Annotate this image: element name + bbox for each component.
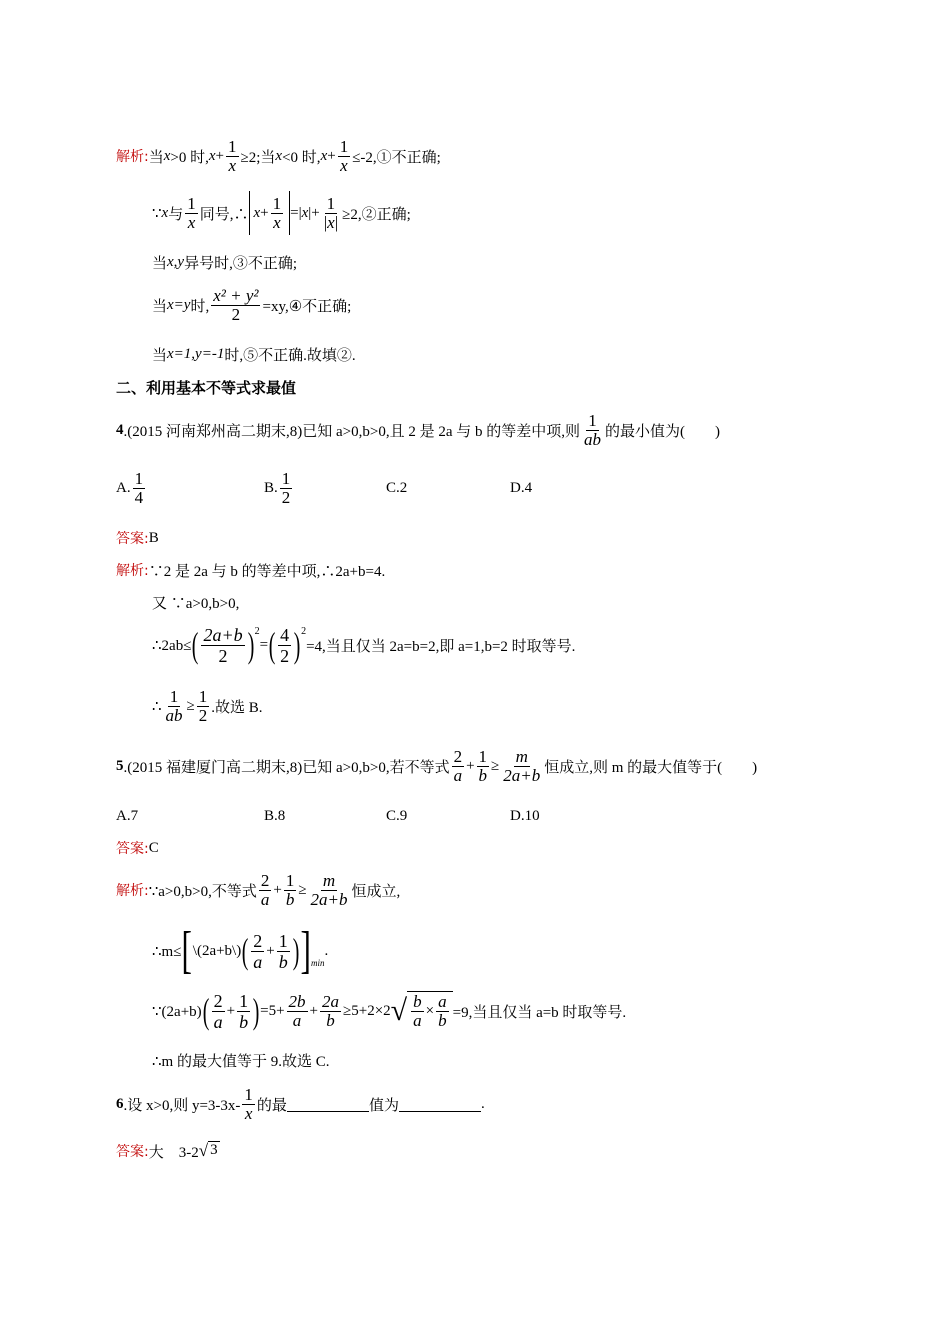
fraction-one-over-x-2: $\frac{1}{x}$ bbox=[339, 136, 349, 175]
q5-option-a: A.7 bbox=[116, 807, 139, 824]
q4-solution-4: ∴ $\frac{1}{ab}$ ≥ $\frac{1}{2}$ .故选 B. bbox=[152, 686, 263, 725]
q4-option-b: B. $\frac{1}{2}$ bbox=[264, 468, 291, 507]
answer-blank-2[interactable] bbox=[399, 1097, 481, 1112]
answer-blank-1[interactable] bbox=[287, 1097, 369, 1112]
q4-solution-2: 又 ∵a>0,b>0, bbox=[152, 595, 240, 612]
q5-solution-1: 解析: ∵a>0,b>0,不等式 $\frac{2}{a}$ + $\frac{1}{b}$ ≥ $\frac{m}{2a+b}$ 恒成立, bbox=[116, 870, 401, 909]
q4-solution-3: ∴2ab≤ ( $\frac{2a+b}{2}$ ) 2 = ( $\frac{4}{2}$ ) 2 =4,当且仅当 2a=b=2,即 a=1,b=2 时取等号. bbox=[152, 624, 576, 666]
solution-label: 解析: bbox=[116, 149, 149, 165]
fraction-one-over-abs-x: $\frac{1}{|x|}$ bbox=[323, 193, 339, 232]
question-4: 4 .(2015 河南郑州高二期末,8)已知 a>0,b>0,且 2 是 2a 与 b 的等差中项,则 $\frac{1}{ab}$ 的最小值为( ) bbox=[116, 410, 720, 449]
q5-solution-2: ∴m≤ [ \(2a+b\) ( $\frac{2}{a}$ + $\frac{1}{b}$ ) ] min . bbox=[152, 922, 329, 979]
absolute-value-expression: x + $\frac{1}{x}$ bbox=[249, 191, 291, 235]
solution-line-5: 当 x=1,y=-1 时,⑤不正确.故填②. bbox=[152, 345, 356, 364]
q4-option-a: A. $\frac{1}{4}$ bbox=[116, 468, 144, 507]
fraction-one-over-x-3: $\frac{1}{x}$ bbox=[187, 193, 196, 232]
q4-solution-1: 解析: ∵2 是 2a 与 b 的等差中项,∴2a+b=4. bbox=[116, 563, 386, 580]
section-heading: 二、利用基本不等式求最值 bbox=[116, 378, 297, 397]
fraction-one-over-ab: $\frac{1}{ab}$ bbox=[583, 410, 601, 449]
fraction-x2-plus-y2-over-2: $\frac{\text{x² + y²}}{2}$ bbox=[213, 285, 259, 324]
solution-line-3: 当 x,y 异号时,③不正确; bbox=[152, 253, 298, 272]
q6-answer: 答案: 大 3-2 √ 3 bbox=[116, 1141, 218, 1161]
solution-line-2: ∵ x 与 $\frac{1}{x}$ 同号,∴ x + $\frac{1}{x}$ =| x |+ $\frac{1}{|x|}$ ≥2,②正确; bbox=[152, 190, 411, 236]
fraction-one-over-x: $\frac{1}{x}$ bbox=[228, 136, 237, 175]
q4-option-d: D.4 bbox=[510, 479, 533, 496]
q4-option-c: C.2 bbox=[386, 479, 408, 496]
solution-line-1: 解析: 当 x >0 时, x + $\frac{1}{x}$ ≥2;当 x <0 时, x + $\frac{1}{x}$ ≤-2,①不正确; bbox=[116, 136, 441, 175]
q5-answer: 答案: C bbox=[116, 839, 159, 857]
question-6: 6 .设 x>0,则 y=3-3x- $\frac{1}{x}$ 的最 值为 . bbox=[116, 1084, 485, 1123]
q4-answer: 答案: B bbox=[116, 529, 159, 547]
q5-option-b: B.8 bbox=[264, 807, 286, 824]
solution-line-4: 当 x=y 时, $\frac{\text{x² + y²}}{2}$ =xy,④不正确; bbox=[152, 285, 352, 324]
square-root: √ $\frac{b}{a}$ × $\frac{a}{b}$ bbox=[391, 991, 453, 1031]
question-5: 5 .(2015 福建厦门高二期末,8)已知 a>0,b>0,若不等式 $\frac{2}{a}$ + $\frac{1}{b}$ ≥ $\frac{m}{2a+b}$ 恒成立,则 m 的最大值等于( ) bbox=[116, 746, 758, 785]
q5-solution-3: ∵(2a+b) ( $\frac{2}{a}$ + $\frac{1}{b}$ ) =5+ $\frac{2b}{a}$ + $\frac{2a}{b}$ ≥5+2×2 √ $\frac{b}{a}$ × $\frac{a}{b}$ =9,当且仅当 a=b 时取等号. bbox=[152, 990, 627, 1032]
q5-option-d: D.10 bbox=[510, 807, 540, 824]
q5-solution-4: ∴m 的最大值等于 9.故选 C. bbox=[152, 1053, 330, 1070]
q5-option-c: C.9 bbox=[386, 807, 408, 824]
